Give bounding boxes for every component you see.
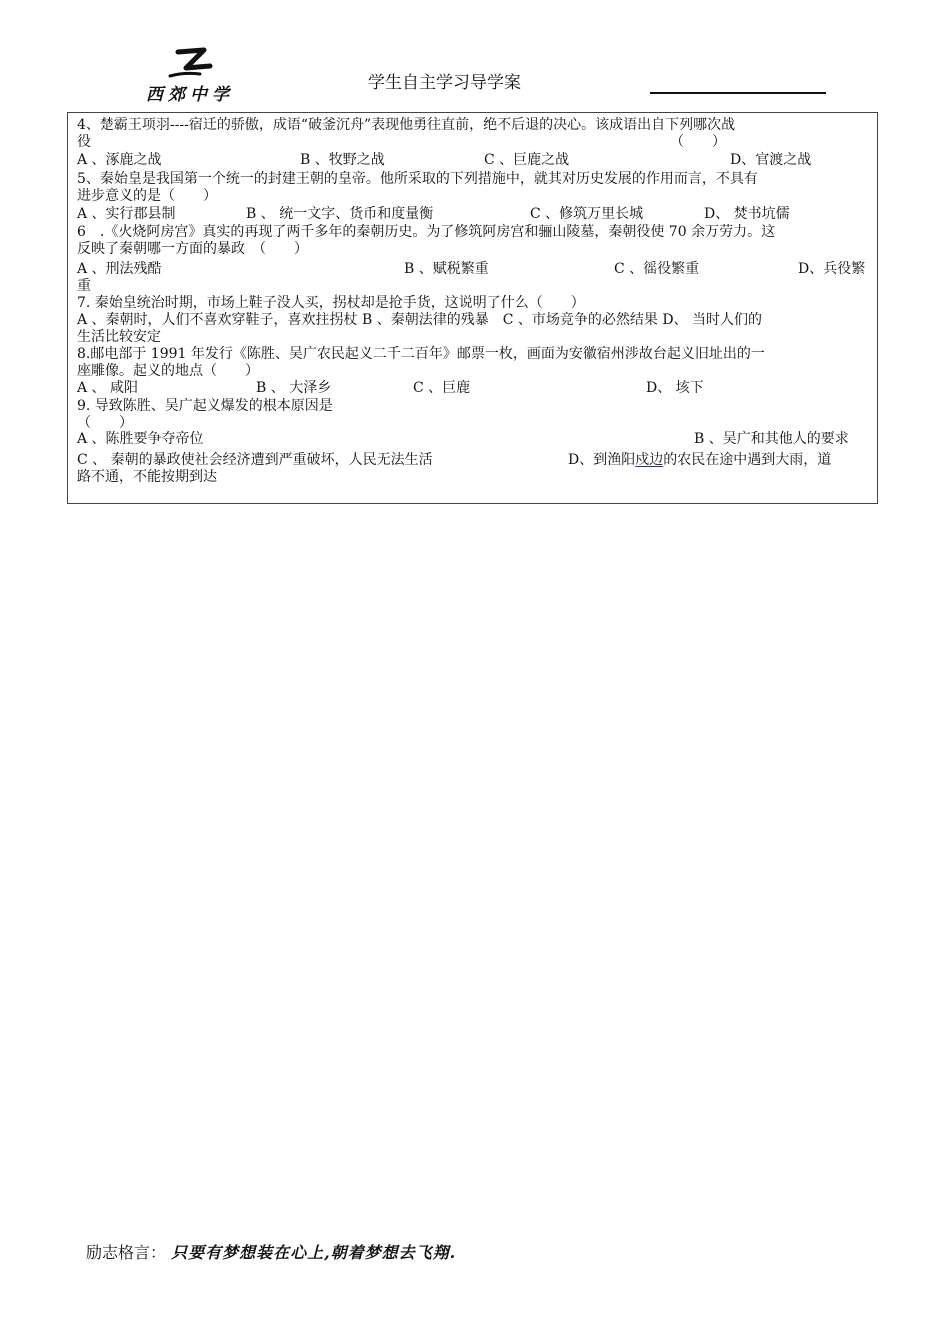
q4-option-b: B 、牧野之战	[300, 152, 385, 168]
q5-stem: 5、秦始皇是我国第一个统一的封建王朝的皇帝。他所采取的下列措施中，就其对历史发展的作用而言，不具有	[77, 171, 758, 187]
q5-option-d: D、 焚书坑儒	[704, 206, 790, 222]
q4-answer-blank: （ ）	[670, 134, 726, 150]
q4-stem: 4、楚霸王项羽----宿迁的骄傲，成语“破釜沉舟”表现他勇往直前，绝不后退的决心。该成语出自下列哪次战	[77, 117, 736, 133]
q6-option-b: B 、赋税繁重	[404, 261, 489, 277]
q9-option-d	[568, 452, 831, 469]
motto-label: 励志格言：	[86, 1243, 167, 1262]
motto-text: 只要有梦想装在心上,朝着梦想去飞翔.	[171, 1243, 457, 1262]
school-name: 西郊中学	[146, 85, 234, 105]
school-logo	[140, 46, 250, 104]
q9-option-d-marked-word: 戍边	[635, 452, 664, 468]
q6-stem-cont: 反映了秦朝哪一方面的暴政 （ ）	[77, 241, 308, 257]
q8-option-c: C 、巨鹿	[413, 380, 471, 396]
q6-stem: 6 .《火烧阿房宫》真实的再现了两千多年的秦朝历史。为了修筑阿房宫和骊山陵墓，秦朝役使 70 余万劳力。这	[77, 224, 776, 240]
q9-option-b: B 、吴广和其他人的要求	[694, 431, 849, 447]
q6-option-d: D、兵役繁	[798, 261, 866, 277]
q9-option-d-post: 的农民在途中遇到大雨，道	[663, 452, 832, 468]
q5-option-c: C 、修筑万里长城	[530, 206, 644, 222]
name-blank-line	[650, 92, 826, 94]
q6-option-d-cont: 重	[77, 278, 91, 294]
q9-option-d-pre: D、到渔阳	[568, 452, 636, 468]
q7-options: A 、秦朝时，人们不喜欢穿鞋子，喜欢拄拐杖 B 、秦朝法律的残暴 C 、市场竞争的必然结果 D、 当时人们的	[77, 312, 763, 328]
q4-option-a: A 、涿鹿之战	[77, 152, 162, 168]
q6-option-a: A 、刑法残酷	[77, 261, 162, 277]
q5-stem-cont: 进步意义的是（ ）	[77, 188, 217, 204]
q9-answer-blank: （ ）	[77, 415, 133, 431]
document-title: 学生自主学习导学案	[368, 73, 521, 93]
q5-option-a: A 、实行郡县制	[77, 206, 176, 222]
q7-stem: 7. 秦始皇统治时期，市场上鞋子没人买，拐杖却是抢手货，这说明了什么（ ）	[77, 295, 585, 311]
q9-option-c: C 、 秦朝的暴政使社会经济遭到严重破坏，人民无法生活	[77, 452, 433, 468]
q8-option-b: B 、 大泽乡	[256, 380, 332, 396]
q8-stem-cont: 座雕像。起义的地点（ ）	[77, 363, 259, 379]
q9-option-d-cont: 路不通，不能按期到达	[77, 469, 217, 485]
q8-option-d: D、 垓下	[646, 380, 704, 396]
q5-option-b: B 、 统一文字、货币和度量衡	[246, 206, 434, 222]
q4-option-d: D、官渡之战	[730, 152, 812, 168]
q4-stem-cont: 役	[77, 134, 91, 150]
q8-option-a: A 、 咸阳	[77, 380, 139, 396]
q9-option-a: A 、陈胜要争夺帝位	[77, 431, 204, 447]
runner-logo-icon	[164, 46, 220, 78]
q8-stem: 8.邮电部于 1991 年发行《陈胜、吴广农民起义二千二百年》邮票一枚，画面为安徽宿州涉故台起义旧址出的一	[77, 346, 765, 362]
q4-option-c: C 、巨鹿之战	[484, 152, 570, 168]
q9-stem: 9. 导致陈胜、吴广起义爆发的根本原因是	[77, 398, 333, 414]
q7-options-cont: 生活比较安定	[77, 329, 161, 345]
motto	[86, 1240, 456, 1263]
q6-option-c: C 、徭役繁重	[614, 261, 700, 277]
